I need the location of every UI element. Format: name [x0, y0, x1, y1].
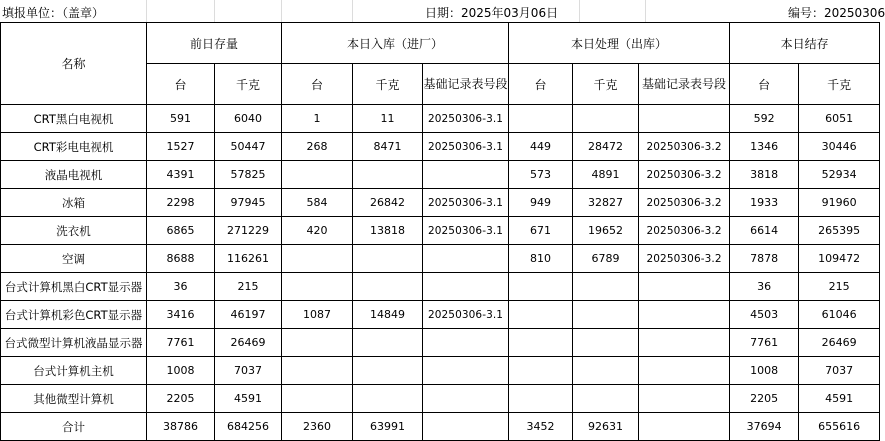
- inbound-units-cell: 584: [282, 189, 353, 217]
- column-header-record-range: 基础记录表号段: [423, 64, 509, 105]
- balance-units-cell: 592: [730, 105, 799, 133]
- inbound-record-cell: [423, 161, 509, 189]
- processed-units-cell: 449: [509, 133, 573, 161]
- processed-record-cell: [639, 329, 730, 357]
- processed-units-cell: [509, 105, 573, 133]
- balance-kg-cell: 655616: [799, 413, 880, 441]
- inbound-record-cell: 20250306-3.1: [423, 189, 509, 217]
- prev-kg-cell: 4591: [215, 385, 282, 413]
- balance-kg-cell: 4591: [799, 385, 880, 413]
- processed-units-cell: [509, 273, 573, 301]
- total-row: [1, 413, 880, 441]
- processed-record-cell: [639, 357, 730, 385]
- inbound-kg-cell: [353, 245, 423, 273]
- prev-units-cell: 8688: [147, 245, 215, 273]
- processed-record-cell: [639, 413, 730, 441]
- inbound-kg-cell: [353, 273, 423, 301]
- inbound-kg-cell: [353, 357, 423, 385]
- inbound-kg-cell: [353, 385, 423, 413]
- prev-kg-cell: 215: [215, 273, 282, 301]
- processed-record-cell: [639, 385, 730, 413]
- balance-units-cell: 1346: [730, 133, 799, 161]
- column-header-units: 台: [509, 64, 573, 105]
- prev-units-cell: 1527: [147, 133, 215, 161]
- processed-kg-cell: [573, 105, 639, 133]
- column-header-units: 台: [730, 64, 799, 105]
- header-row-groups: [1, 23, 880, 64]
- grid-divider: [214, 0, 215, 22]
- prev-kg-cell: 57825: [215, 161, 282, 189]
- column-header-units: 台: [282, 64, 353, 105]
- inbound-units-cell: 1087: [282, 301, 353, 329]
- column-group-inbound: 本日入库（进厂）: [282, 23, 509, 64]
- reporting-unit-label: 填报单位：（盖章）: [2, 6, 105, 20]
- column-group-previous-stock: 前日存量: [147, 23, 282, 64]
- processed-units-cell: 949: [509, 189, 573, 217]
- inbound-units-cell: 268: [282, 133, 353, 161]
- processed-kg-cell: 32827: [573, 189, 639, 217]
- item-name-cell: 合计: [1, 413, 147, 441]
- balance-units-cell: 7761: [730, 329, 799, 357]
- processed-kg-cell: 92631: [573, 413, 639, 441]
- inventory-table: [0, 22, 880, 441]
- processed-units-cell: [509, 385, 573, 413]
- table-row: [1, 245, 880, 273]
- processed-units-cell: 573: [509, 161, 573, 189]
- balance-kg-cell: 61046: [799, 301, 880, 329]
- prev-kg-cell: 116261: [215, 245, 282, 273]
- item-name-cell: 其他微型计算机: [1, 385, 147, 413]
- processed-kg-cell: 28472: [573, 133, 639, 161]
- balance-kg-cell: 7037: [799, 357, 880, 385]
- item-name-cell: 空调: [1, 245, 147, 273]
- inbound-kg-cell: 14849: [353, 301, 423, 329]
- column-header-name: 名称: [1, 23, 147, 105]
- prev-units-cell: 36: [147, 273, 215, 301]
- prev-kg-cell: 46197: [215, 301, 282, 329]
- item-name-cell: CRT黑白电视机: [1, 105, 147, 133]
- inbound-kg-cell: 8471: [353, 133, 423, 161]
- inbound-units-cell: 1: [282, 105, 353, 133]
- inbound-record-cell: [423, 413, 509, 441]
- balance-units-cell: 7878: [730, 245, 799, 273]
- inbound-record-cell: [423, 245, 509, 273]
- inbound-units-cell: [282, 161, 353, 189]
- table-row: [1, 217, 880, 245]
- processed-record-cell: 20250306-3.2: [639, 245, 730, 273]
- prev-units-cell: 38786: [147, 413, 215, 441]
- balance-kg-cell: 215: [799, 273, 880, 301]
- prev-units-cell: 7761: [147, 329, 215, 357]
- balance-kg-cell: 265395: [799, 217, 880, 245]
- processed-kg-cell: [573, 301, 639, 329]
- processed-units-cell: [509, 301, 573, 329]
- column-group-balance: 本日结存: [730, 23, 880, 64]
- grid-divider: [146, 0, 147, 22]
- table-row: [1, 301, 880, 329]
- inbound-record-cell: [423, 273, 509, 301]
- item-name-cell: 冰箱: [1, 189, 147, 217]
- inbound-units-cell: 2360: [282, 413, 353, 441]
- balance-units-cell: 37694: [730, 413, 799, 441]
- prev-units-cell: 1008: [147, 357, 215, 385]
- processed-kg-cell: 4891: [573, 161, 639, 189]
- prev-units-cell: 4391: [147, 161, 215, 189]
- item-name-cell: 液晶电视机: [1, 161, 147, 189]
- balance-units-cell: 36: [730, 273, 799, 301]
- inbound-kg-cell: [353, 329, 423, 357]
- inbound-record-cell: 20250306-3.1: [423, 217, 509, 245]
- inbound-units-cell: [282, 329, 353, 357]
- processed-units-cell: [509, 329, 573, 357]
- column-group-processed: 本日处理（出库）: [509, 23, 730, 64]
- prev-units-cell: 591: [147, 105, 215, 133]
- prev-units-cell: 3416: [147, 301, 215, 329]
- inbound-kg-cell: 13818: [353, 217, 423, 245]
- balance-units-cell: 6614: [730, 217, 799, 245]
- item-name-cell: 洗衣机: [1, 217, 147, 245]
- inbound-units-cell: [282, 273, 353, 301]
- prev-units-cell: 2205: [147, 385, 215, 413]
- processed-record-cell: 20250306-3.2: [639, 133, 730, 161]
- processed-units-cell: 3452: [509, 413, 573, 441]
- processed-kg-cell: [573, 329, 639, 357]
- grid-divider: [645, 0, 646, 22]
- prev-kg-cell: 26469: [215, 329, 282, 357]
- processed-record-cell: 20250306-3.2: [639, 217, 730, 245]
- item-name-cell: 台式计算机彩色CRT显示器: [1, 301, 147, 329]
- inbound-record-cell: 20250306-3.1: [423, 105, 509, 133]
- inbound-record-cell: [423, 357, 509, 385]
- inbound-record-cell: [423, 329, 509, 357]
- table-row: [1, 329, 880, 357]
- table-row: [1, 189, 880, 217]
- grid-divider: [352, 0, 353, 22]
- table-row: [1, 105, 880, 133]
- column-header-kg: 千克: [799, 64, 880, 105]
- balance-units-cell: 4503: [730, 301, 799, 329]
- grid-divider: [281, 0, 282, 22]
- inbound-units-cell: [282, 357, 353, 385]
- column-header-kg: 千克: [215, 64, 282, 105]
- inbound-record-cell: 20250306-3.1: [423, 133, 509, 161]
- balance-kg-cell: 26469: [799, 329, 880, 357]
- balance-units-cell: 1008: [730, 357, 799, 385]
- processed-kg-cell: 6789: [573, 245, 639, 273]
- processed-kg-cell: [573, 273, 639, 301]
- prev-kg-cell: 50447: [215, 133, 282, 161]
- prev-kg-cell: 6040: [215, 105, 282, 133]
- report-header: [0, 0, 885, 22]
- inbound-record-cell: 20250306-3.1: [423, 301, 509, 329]
- prev-kg-cell: 7037: [215, 357, 282, 385]
- column-header-kg: 千克: [573, 64, 639, 105]
- prev-units-cell: 6865: [147, 217, 215, 245]
- balance-units-cell: 3818: [730, 161, 799, 189]
- balance-kg-cell: 109472: [799, 245, 880, 273]
- table-row: [1, 357, 880, 385]
- prev-kg-cell: 97945: [215, 189, 282, 217]
- prev-kg-cell: 684256: [215, 413, 282, 441]
- inbound-units-cell: [282, 245, 353, 273]
- report-date-label: 日期：2025年03月06日: [425, 6, 559, 20]
- processed-record-cell: [639, 273, 730, 301]
- processed-kg-cell: [573, 385, 639, 413]
- prev-kg-cell: 271229: [215, 217, 282, 245]
- report-number-label: 编号：20250306: [788, 6, 885, 20]
- item-name-cell: 台式微型计算机液晶显示器: [1, 329, 147, 357]
- inbound-units-cell: [282, 385, 353, 413]
- inbound-kg-cell: [353, 161, 423, 189]
- balance-units-cell: 2205: [730, 385, 799, 413]
- table-row: [1, 161, 880, 189]
- item-name-cell: 台式计算机主机: [1, 357, 147, 385]
- item-name-cell: CRT彩电电视机: [1, 133, 147, 161]
- inbound-kg-cell: 63991: [353, 413, 423, 441]
- processed-units-cell: 810: [509, 245, 573, 273]
- item-name-cell: 台式计算机黑白CRT显示器: [1, 273, 147, 301]
- processed-units-cell: 671: [509, 217, 573, 245]
- processed-record-cell: 20250306-3.2: [639, 161, 730, 189]
- table-body: [1, 105, 880, 441]
- processed-record-cell: [639, 105, 730, 133]
- prev-units-cell: 2298: [147, 189, 215, 217]
- processed-kg-cell: [573, 357, 639, 385]
- balance-kg-cell: 52934: [799, 161, 880, 189]
- table-row: [1, 385, 880, 413]
- processed-kg-cell: 19652: [573, 217, 639, 245]
- inbound-kg-cell: 26842: [353, 189, 423, 217]
- grid-divider: [579, 0, 580, 22]
- balance-kg-cell: 91960: [799, 189, 880, 217]
- inbound-record-cell: [423, 385, 509, 413]
- inbound-units-cell: 420: [282, 217, 353, 245]
- balance-kg-cell: 6051: [799, 105, 880, 133]
- inbound-kg-cell: 11: [353, 105, 423, 133]
- column-header-record-range: 基础记录表号段: [639, 64, 730, 105]
- table-row: [1, 133, 880, 161]
- processed-record-cell: [639, 301, 730, 329]
- balance-kg-cell: 30446: [799, 133, 880, 161]
- processed-units-cell: [509, 357, 573, 385]
- column-header-units: 台: [147, 64, 215, 105]
- column-header-kg: 千克: [353, 64, 423, 105]
- balance-units-cell: 1933: [730, 189, 799, 217]
- processed-record-cell: 20250306-3.2: [639, 189, 730, 217]
- table-row: [1, 273, 880, 301]
